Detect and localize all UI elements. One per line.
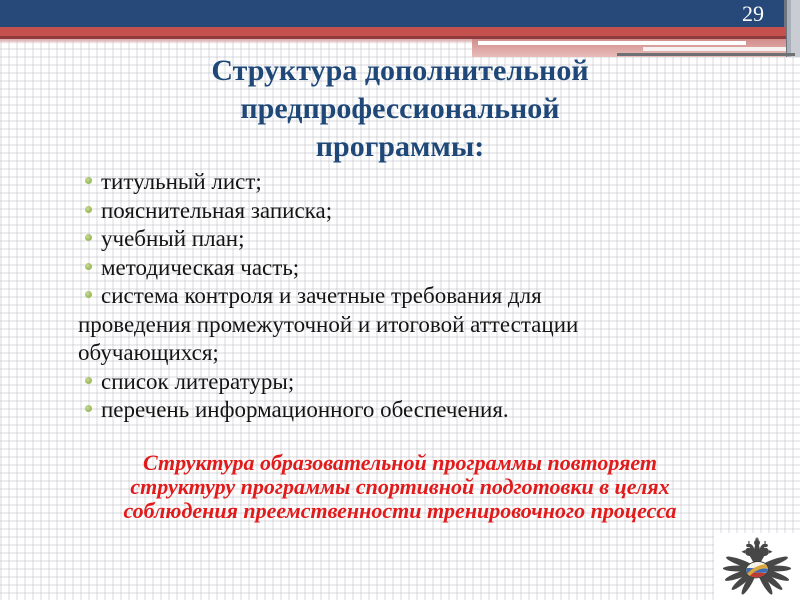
bullet-icon	[85, 177, 92, 184]
title-line-1: Структура дополнительной	[211, 54, 589, 87]
list-item-text: перечень информационного обеспечения.	[101, 397, 509, 422]
header-left-fade	[0, 39, 472, 44]
emblem-box	[714, 533, 800, 600]
list-item	[78, 197, 698, 226]
header-red-bar	[0, 27, 786, 36]
list-item-text: учебный план;	[101, 226, 245, 251]
bullet-icon	[85, 291, 92, 298]
list-item-text: список литературы;	[101, 368, 295, 394]
note-line-1: Структура образовательной программы повторяет	[142, 450, 658, 475]
note-line-3: соблюдения преемственности тренировочного процесса	[123, 498, 677, 523]
list-item-text: методическая часть;	[101, 254, 300, 280]
list-item	[78, 282, 698, 368]
list-item	[78, 254, 698, 283]
page-number: 29	[742, 1, 764, 26]
title-line-2: предпрофессиональной	[240, 92, 560, 125]
list-item-text: система контроля и зачетные требования для	[101, 283, 542, 308]
ministry-of-sport-emblem-icon	[721, 535, 793, 600]
list-item-text: титульный лист;	[101, 169, 262, 194]
slide-title	[0, 52, 800, 166]
title-line-3: программы:	[315, 130, 485, 163]
header-white-stripe-2	[643, 47, 786, 51]
list-item-text: проведения промежуточной и итоговой аттестации	[78, 311, 579, 337]
list-item	[78, 396, 698, 425]
bullet-icon	[85, 405, 92, 412]
list-item-text: пояснительная записка;	[101, 197, 333, 223]
note-line-2: структуру программы спортивной подготовки в целях	[130, 474, 670, 499]
bullet-icon	[85, 234, 92, 241]
bullet-icon	[85, 263, 92, 270]
bullet-list	[78, 168, 698, 425]
bullet-icon	[85, 206, 92, 213]
note-text	[0, 451, 800, 523]
header-white-stripe	[478, 41, 746, 45]
bullet-icon	[85, 377, 92, 384]
header-blue-bar	[0, 0, 786, 27]
list-item	[78, 168, 698, 197]
list-item-text: обучающихся;	[78, 340, 219, 365]
list-item	[78, 225, 698, 254]
header-corner-shadow	[784, 0, 800, 57]
list-item	[78, 368, 698, 397]
